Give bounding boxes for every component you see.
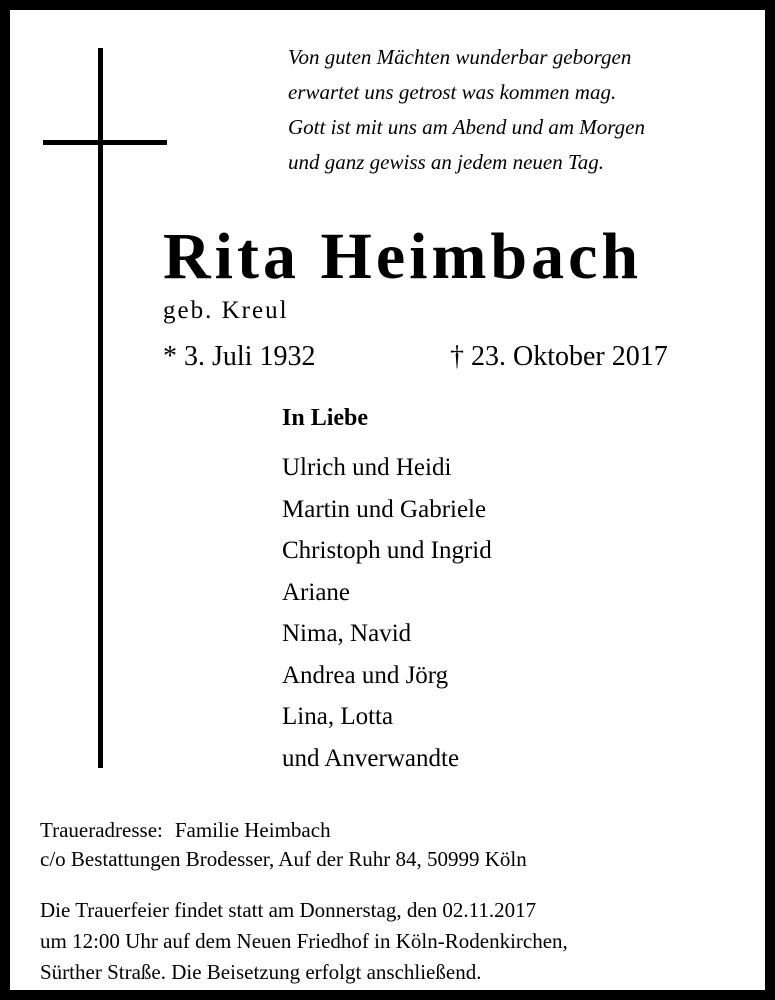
birth-date: * 3. Juli 1932: [163, 341, 316, 372]
mourner-name: Andrea und Jörg: [282, 661, 449, 689]
address-line: c/o Bestattungen Brodesser, Auf der Ruhr 84, 50999 Köln: [40, 847, 527, 871]
mourner-name: Nima, Navid: [282, 620, 412, 647]
mourner-name: Martin und Gabriele: [282, 495, 487, 523]
service-line: Die Trauerfeier findet statt am Donnerstag, den 02.11.2017: [40, 898, 537, 922]
deceased-name: Rita Heimbach: [163, 220, 643, 293]
poem-line: Gott ist mit uns am Abend und am Morgen: [288, 115, 645, 139]
poem-line: und ganz gewiss an jedem neuen Tag.: [288, 150, 604, 174]
mourner-name: Christoph und Ingrid: [282, 537, 492, 564]
cross-icon: [98, 48, 103, 768]
mourner-name: Ariane: [282, 578, 351, 606]
mourning-address: [40, 816, 527, 874]
mourner-name: Ulrich und Heidi: [282, 454, 452, 481]
poem-line: Von guten Mächten wunderbar geborgen: [288, 45, 632, 69]
cross-icon-bar: [43, 140, 167, 145]
poem: [288, 40, 768, 180]
service-line: um 12:00 Uhr auf dem Neuen Friedhof in Köln-Rodenkirchen,: [40, 929, 568, 953]
mourners-heading: In Liebe: [282, 405, 369, 431]
address-name: Familie Heimbach: [174, 818, 331, 842]
mourner-name: und Anverwandte: [282, 744, 460, 772]
poem-line: erwartet uns getrost was kommen mag.: [288, 80, 617, 104]
mourner-name: Lina, Lotta: [282, 703, 394, 730]
mourners-list: [282, 447, 492, 779]
death-date: † 23. Oktober 2017: [450, 341, 668, 372]
funeral-service-info: [40, 895, 568, 988]
service-line: Sürther Straße. Die Beisetzung erfolgt anschließend.: [40, 960, 482, 984]
maiden-name: geb. Kreul: [163, 297, 289, 324]
address-label: Traueradresse:: [40, 818, 163, 842]
